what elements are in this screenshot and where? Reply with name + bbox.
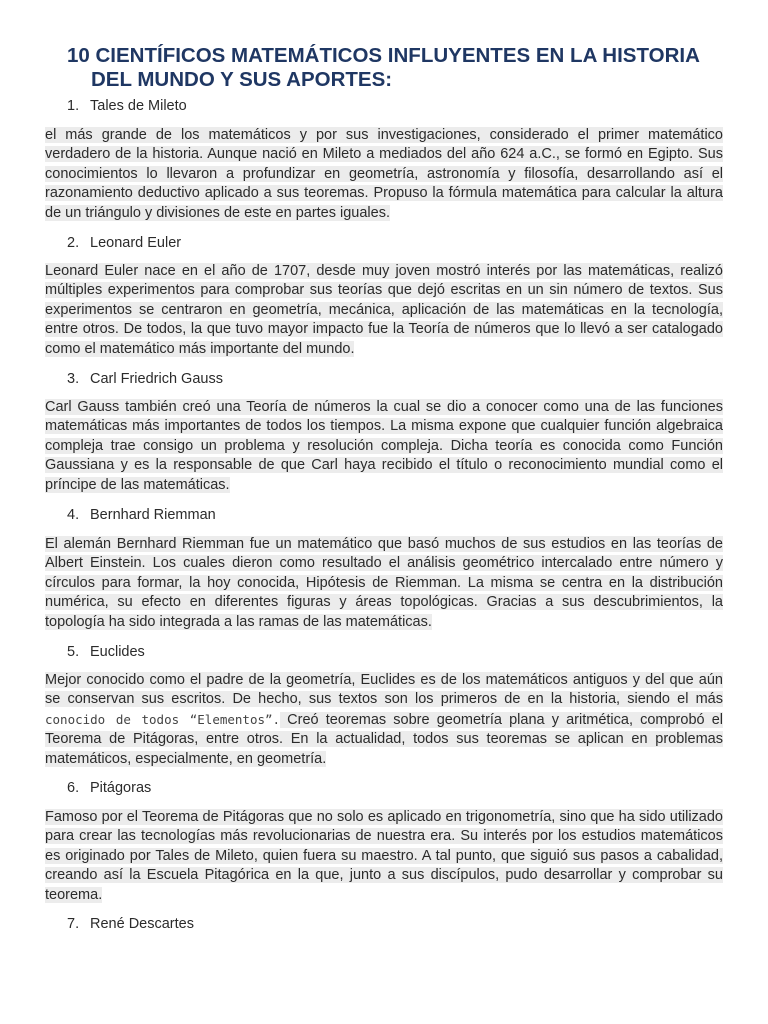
scientist-paragraph	[45, 671, 723, 769]
list-item-heading	[67, 779, 151, 797]
scientist-name: Pitágoras	[90, 780, 152, 796]
list-number: 3.	[67, 371, 80, 387]
document-title	[67, 44, 723, 92]
list-item-heading	[67, 506, 216, 524]
scientist-paragraph	[45, 262, 723, 359]
paragraph-text: el más grande de los matemáticos y por sus investigaciones, considerado el primer matemático verdadero de la historia. Aunque nació en Mileto a mediados del año 624 a.C., se formó en Egipto. Sus conocimientos lo llevaron a profundizar en geometría, astronomía y filosofía, desarrollando así el razonamiento deductivo aplicado a sus teoremas. Propuso la fórmula matemática para calcular la altura de un triángulo y divisiones de este en partes iguales.	[45, 127, 723, 221]
list-number: 7.	[67, 916, 80, 932]
scientist-paragraph	[45, 535, 723, 632]
paragraph-text: Leonard Euler nace en el año de 1707, desde muy joven mostró interés por las matemáticas, realizó múltiples experimentos para comprobar sus teorías que dejó escritas en un sin número de textos. Sus experimentos se centraron en geometría, mecánica, aplicación de las matemáticas en la tecnología, entre otros. De todos, la que tuvo mayor impacto fue la Teoría de números que lo llevó a ser catalogado como el matemático más importante del mundo.	[45, 263, 723, 357]
list-item-heading	[67, 234, 181, 252]
scientist-name: Tales de Mileto	[90, 98, 187, 114]
paragraph-text: Carl Gauss también creó una Teoría de números la cual se dio a conocer como una de las funciones matemáticas más importantes de todos los tiempos. La misma expone que cualquier función algebraica compleja trae consigo un problema y resolución compleja. Dicha teoría es conocida como Función Gaussiana y es la responsable de que Carl haya recibido el título o reconocimiento mundial como el príncipe de las matemáticas.	[45, 399, 723, 493]
list-number: 5.	[67, 644, 80, 660]
scientist-paragraph	[45, 398, 723, 495]
scientist-name: Carl Friedrich Gauss	[90, 371, 223, 387]
scientist-name: Leonard Euler	[90, 235, 182, 251]
scientist-name: Bernhard Riemman	[90, 507, 216, 523]
scientist-paragraph	[45, 808, 723, 905]
paragraph-text: Mejor conocido como el padre de la geometría, Euclides es de los matemáticos antiguos y del que aún se conservan sus escritos. De hecho, sus textos son los primeros de en la historia, siendo el más	[45, 672, 723, 708]
scientist-paragraph	[45, 126, 723, 223]
title-line-1: 10 CIENTÍFICOS MATEMÁTICOS INFLUYENTES EN LA HISTORIA	[67, 44, 700, 67]
paragraph-text: Famoso por el Teorema de Pitágoras que no solo es aplicado en trigonometría, sino que ha sido utilizado para crear las tecnologías más revolucionarias de nuestra era. Su interés por los estudios matemáticos es originado por Tales de Mileto, quien fuera su maestro. A tal punto, que siguió sus pasos a cabalidad, creando así la Escuela Pitagórica en la que, junto a sus discípulos, pudo desarrollar y comprobar su teorema.	[45, 809, 723, 903]
list-item-heading	[67, 915, 194, 933]
list-number: 6.	[67, 780, 80, 796]
list-item-heading	[67, 97, 187, 115]
list-item-heading	[67, 370, 223, 388]
list-number: 1.	[67, 98, 80, 114]
paragraph-text: El alemán Bernhard Riemman fue un matemático que basó muchos de sus estudios en las teorías de Albert Einstein. Los cuales dieron como resultado el análisis geométrico intercalado entre número y círculos para formar, la hoy conocida, Hipótesis de Riemman. La misma se centra en la distribución numérica, su efecto en diferentes figuras y áreas topológicas. Gracias a sus descubrimientos, la topología ha sido integrada a las ramas de las matemáticas.	[45, 536, 723, 630]
title-line-2: DEL MUNDO Y SUS APORTES:	[91, 68, 393, 91]
scientist-name: René Descartes	[90, 916, 194, 932]
list-number: 2.	[67, 235, 80, 251]
list-item-heading	[67, 643, 145, 661]
paragraph-text-mono: conocido de todos “Elementos”.	[45, 711, 281, 727]
scientist-name: Euclides	[90, 644, 145, 660]
paragraph-text: Creó teoremas sobre geometría plana y aritmética, comprobó el Teorema de Pitágoras, entre otros. En la actualidad, todos sus teoremas se aplican en problemas matemáticos, especialmente, en geometría.	[45, 711, 723, 767]
list-number: 4.	[67, 507, 80, 523]
